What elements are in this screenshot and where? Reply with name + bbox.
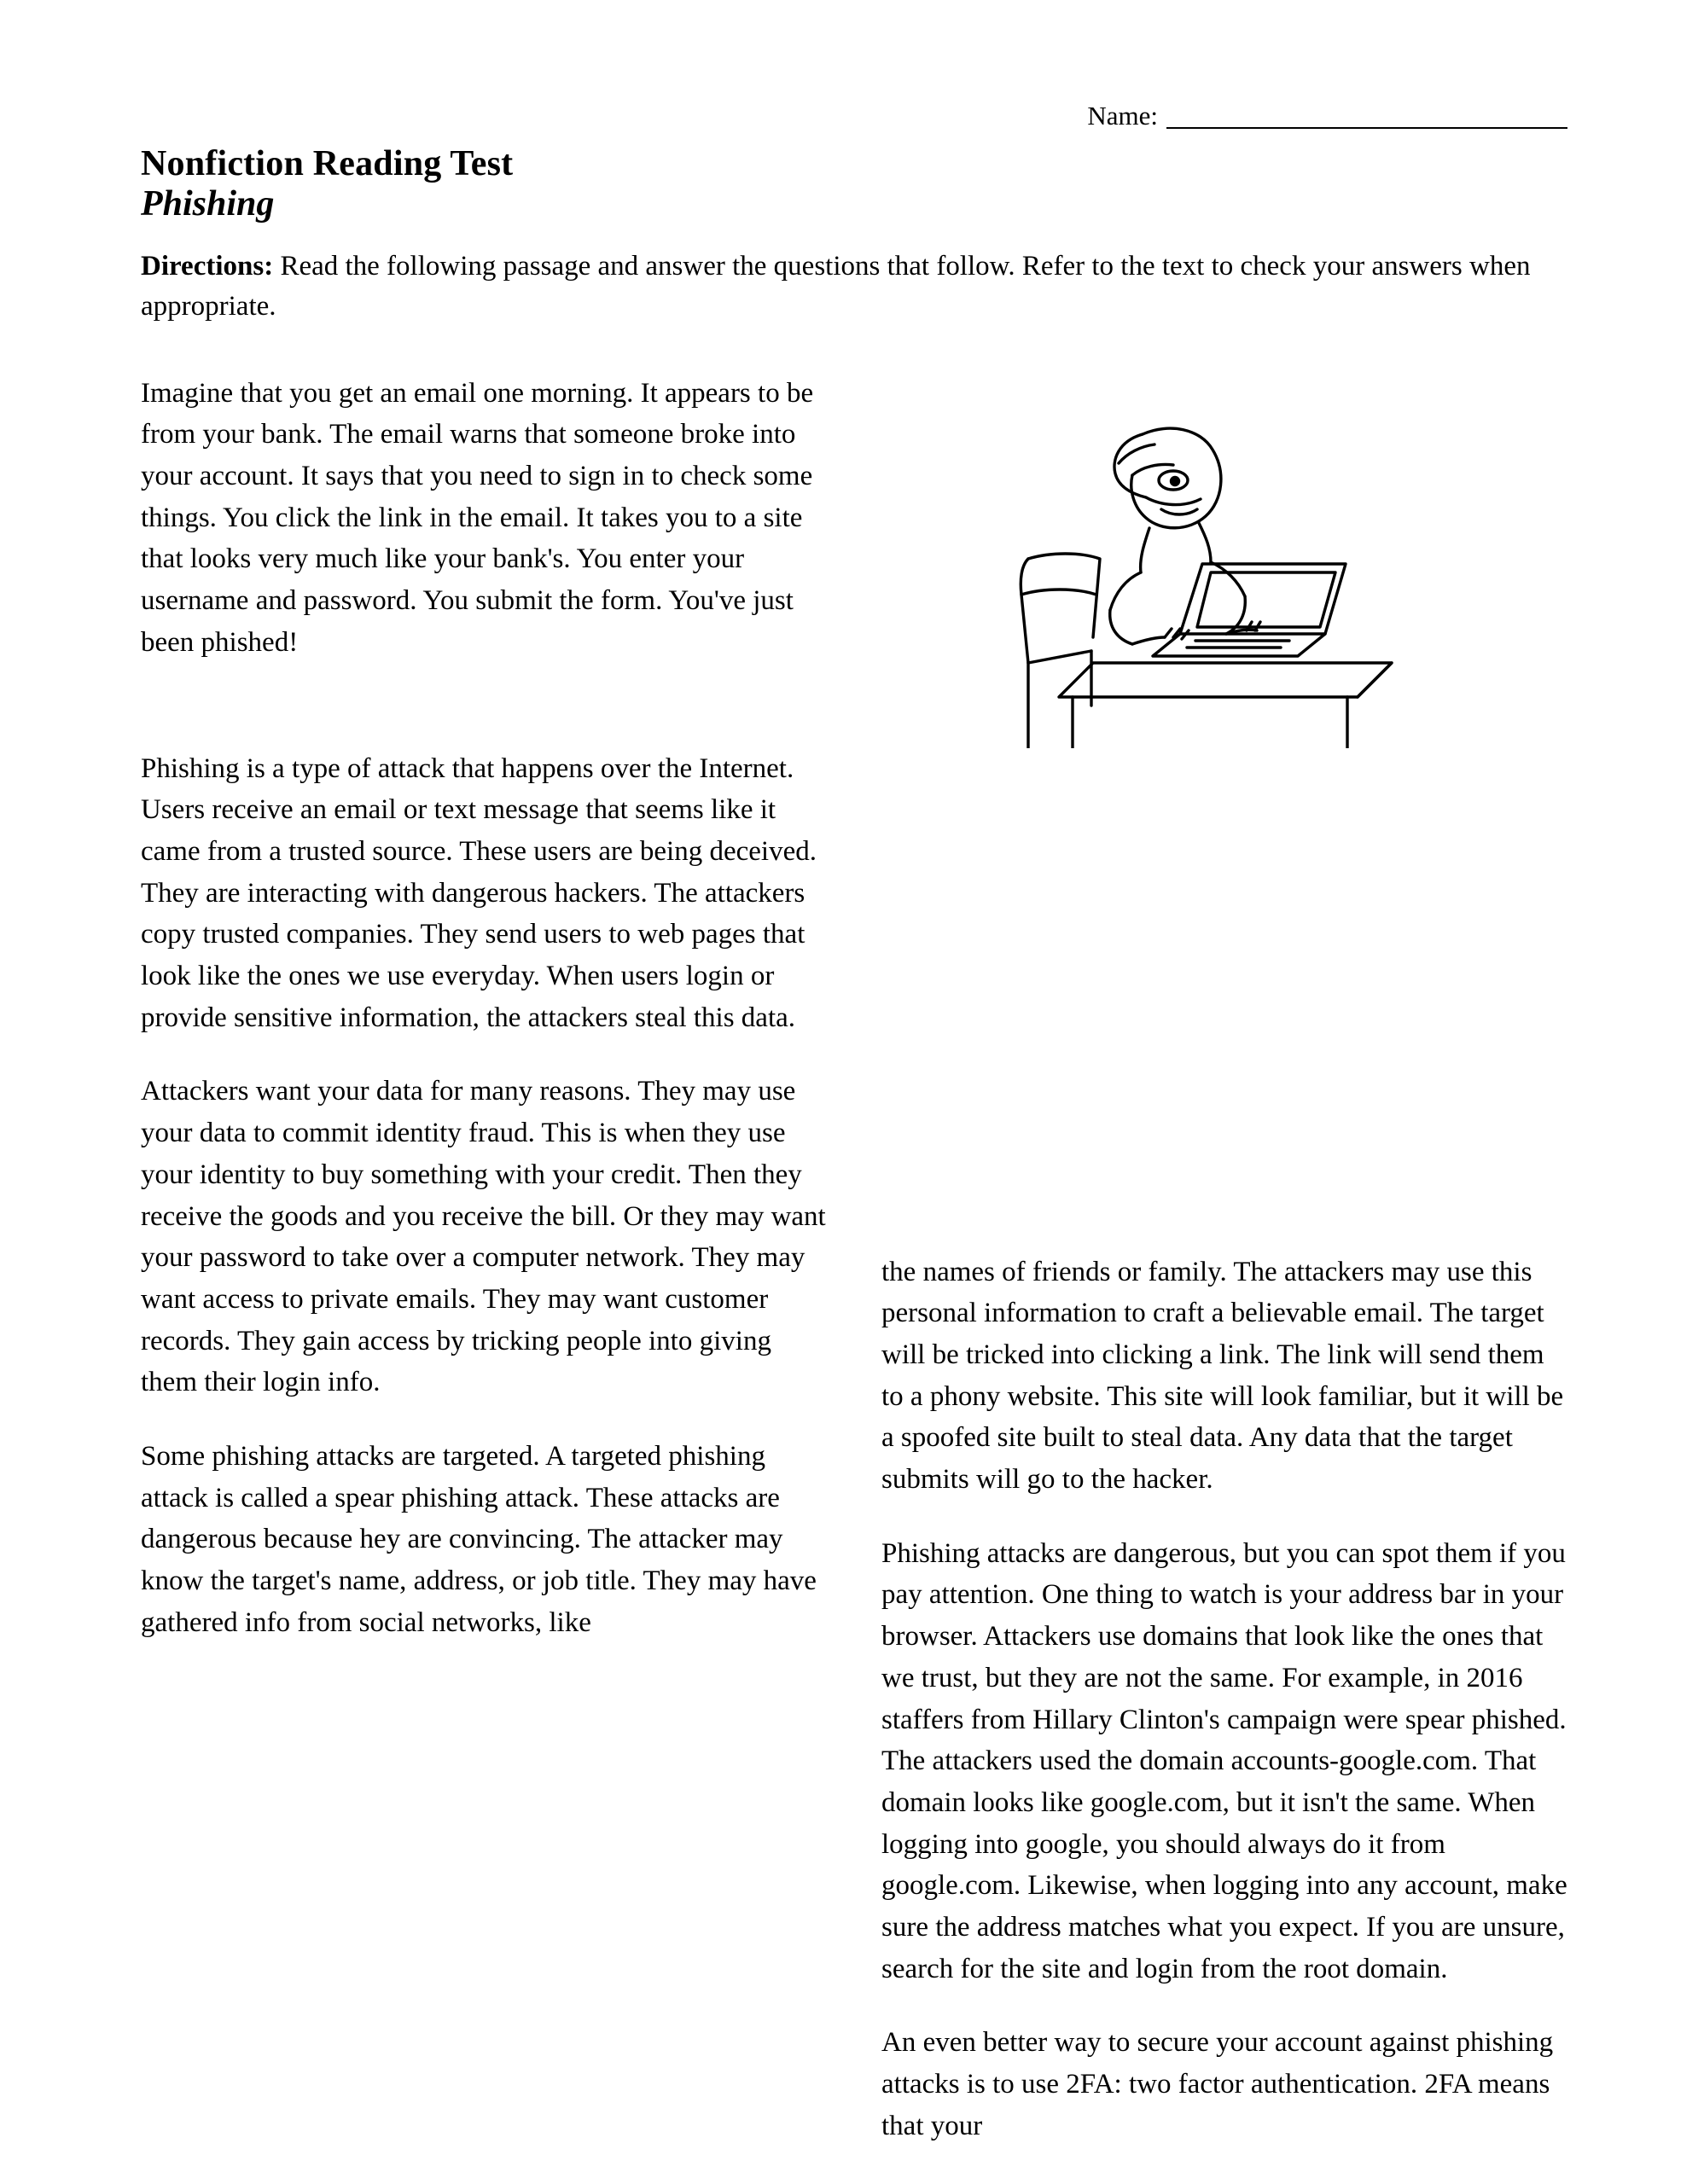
page-subtitle: Phishing xyxy=(141,184,275,224)
directions-text: Read the following passage and answer the questions that follow. Refer to the text to check your answers when appropriate. xyxy=(141,251,1531,322)
name-input-blank[interactable] xyxy=(1166,105,1567,129)
paragraph-left-4: Some phishing attacks are targeted. A targeted phishing attack is called a spear phishing attack. These attacks are dangerous because hey are convincing. The attacker may know the target's name, address, or job title. They may have gathered info from social networks, like xyxy=(141,1440,817,1638)
directions-paragraph xyxy=(141,247,1576,327)
paragraph-right-3: An even better way to secure your account against phishing attacks is to use 2FA: two factor authentication. 2FA means that your xyxy=(881,2027,1554,2141)
paragraph-left-3: Attackers want your data for many reasons. They may use your data to commit identity fraud. This is when they use your identity to buy something with your credit. Then they receive the goods and you receive the bill. Or they may want your password to take over a computer network. They may want access to private emails. They may want customer records. They gain access by tricking people into giving them their login info. xyxy=(141,1076,826,1398)
page-title: Nonfiction Reading Test xyxy=(141,144,514,183)
intro-text-column xyxy=(141,373,832,696)
two-column-body xyxy=(141,748,1576,2179)
paragraph-left-2: Phishing is a type of attack that happens over the Internet. Users receive an email or text message that seems like it came from a trusted source. These users are being deceived. They are interacting with dangerous hackers. The attackers copy trusted companies. They send users to web pages that look like the ones we use everyday. When users login or provide sensitive information, the attackers steal this data. xyxy=(141,752,817,1033)
right-column-spacer xyxy=(881,748,1573,1252)
title-block xyxy=(141,144,1576,224)
intro-section xyxy=(141,373,1576,748)
directions-label: Directions: xyxy=(141,251,274,282)
left-column xyxy=(141,748,832,2179)
paragraph-left-1: Imagine that you get an email one morning. It appears to be from your bank. The email warns that someone broke into your account. It says that you need to sign in to check some things. You click the link in the email. It takes you to a site that looks very much like your bank's. You enter your username and password. You submit the form. You've just been phished! xyxy=(141,377,814,658)
name-field-row xyxy=(141,102,1576,129)
name-label: Name: xyxy=(1087,101,1158,131)
paragraph-right-2: Phishing attacks are dangerous, but you can spot them if you pay attention. One thing to watch is your address bar in your browser. Attackers use domains that look like the ones that we trust, but they are not the same. For example, in 2016 staffers from Hillary Clinton's campaign were spear phished. The attackers used the domain accounts-google.com. That domain looks like google.com, but it isn't the same. When logging into google, you should always do it from google.com. Likewise, when logging into any account, make sure the address matches what you expect. If you are unsure, search for the site and login from the root domain. xyxy=(881,1537,1567,1984)
paragraph-right-1: the names of friends or family. The attackers may use this personal information to craft a believable email. The target will be tricked into clicking a link. The link will send them to a phony website. This site will look familiar, but it will be a spoofed site built to steal data. Any data that the target submits will go to the hacker. xyxy=(881,1256,1564,1496)
right-column xyxy=(881,748,1573,2179)
illustration-container xyxy=(866,373,1576,748)
hacker-at-laptop-icon xyxy=(991,381,1451,748)
